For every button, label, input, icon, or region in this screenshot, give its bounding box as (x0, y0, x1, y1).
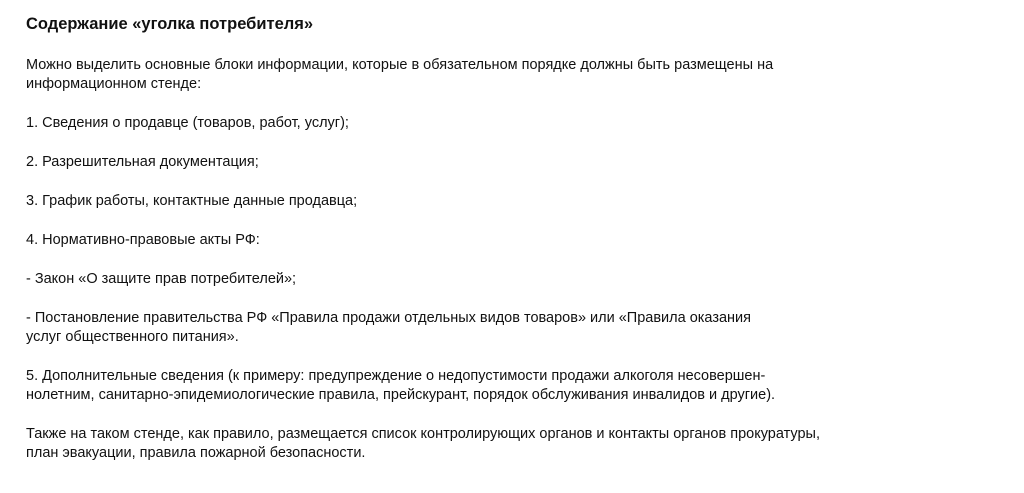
list-item-line: 5. Дополнительные сведения (к примеру: предупреждение о недопустимости продажи алкоголя несовершен- (26, 368, 766, 384)
list-item-line: услуг общественного питания». (26, 329, 239, 345)
outro-paragraph (26, 425, 946, 463)
list-item (26, 231, 946, 250)
list-item-line: нолетним, санитарно-эпидемиологические правила, прейскурант, порядок обслуживания инвалидов и другие). (26, 387, 776, 403)
list-item (26, 309, 946, 347)
list-item (26, 114, 946, 133)
list-item-line: - Закон «О защите прав потребителей»; (26, 271, 297, 287)
intro-line: информационном стенде: (26, 76, 202, 92)
list-item-line: - Постановление правительства РФ «Правила продажи отдельных видов товаров» или «Правила оказания (26, 310, 751, 326)
list-item-line: 4. Нормативно-правовые акты РФ: (26, 232, 260, 248)
intro-paragraph (26, 56, 946, 94)
outro-line: план эвакуации, правила пожарной безопасности. (26, 445, 366, 461)
list-item-line: 1. Сведения о продавце (товаров, работ, услуг); (26, 115, 349, 131)
list-item (26, 192, 946, 211)
list-item (26, 270, 946, 289)
list-item-line: 3. График работы, контактные данные продавца; (26, 193, 358, 209)
list-item (26, 367, 946, 405)
outro-line: Также на таком стенде, как правило, размещается список контролирующих органов и контакты органов прокуратуры, (26, 426, 821, 442)
list-item-line: 2. Разрешительная документация; (26, 154, 259, 170)
list-item (26, 153, 946, 172)
intro-line: Можно выделить основные блоки информации, которые в обязательном порядке должны быть размещены на (26, 57, 774, 73)
document-title: Содержание «уголка потребителя» (26, 15, 314, 33)
